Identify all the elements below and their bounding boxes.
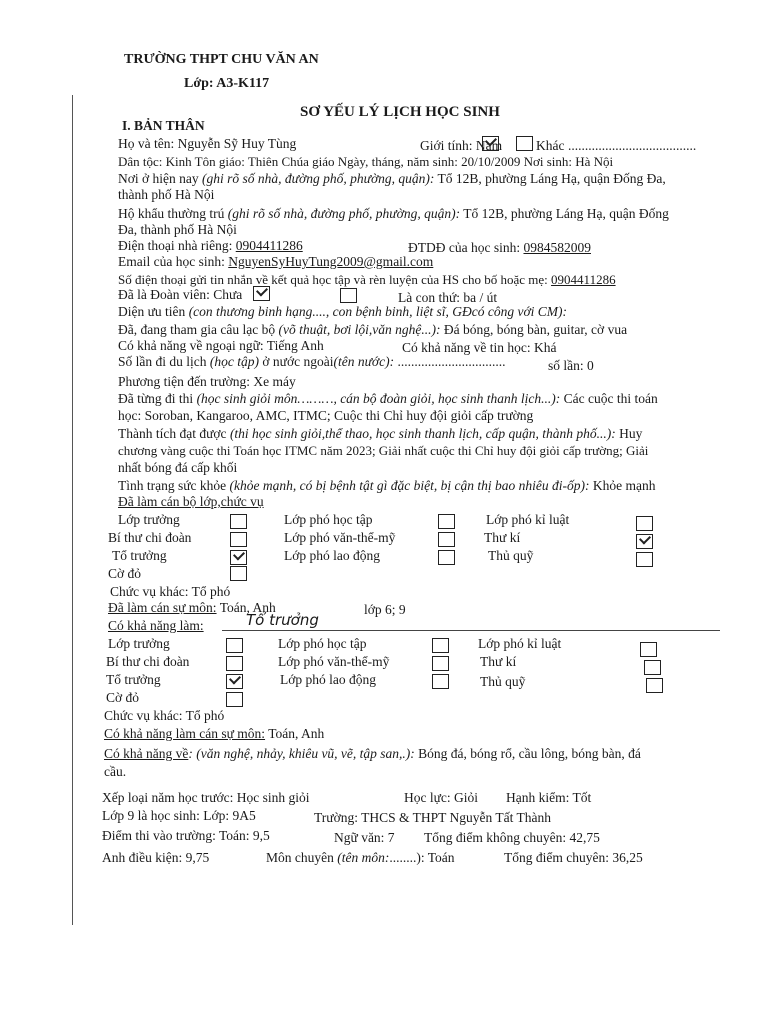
ra-c1-0: Lớp trưởng bbox=[108, 636, 170, 651]
ra-other-role: Chức vụ khác: Tổ phó bbox=[104, 708, 225, 723]
ra-c3-1: Thư kí bbox=[480, 654, 517, 669]
rd-other-role: Chức vụ khác: Tổ phó bbox=[110, 584, 231, 599]
contest-row bbox=[118, 391, 658, 407]
gender-label: Giới tính: Nam bbox=[420, 138, 503, 153]
ra-c1-1: Bí thư chi đoàn bbox=[106, 654, 190, 669]
roles-able-heading: Có khả năng làm: bbox=[108, 618, 204, 633]
ra-treasurer-checkbox[interactable] bbox=[646, 678, 663, 693]
rd-red-flag-checkbox[interactable] bbox=[230, 566, 247, 581]
section-heading: I. BẢN THÂN bbox=[122, 118, 205, 133]
household-hint: (ghi rõ số nhà, đường phố, phường, quận): bbox=[227, 206, 461, 221]
prev-year-rank: Xếp loại năm học trước: Học sinh giỏi bbox=[102, 790, 310, 805]
child-order: Là con thứ: ba / út bbox=[398, 290, 498, 305]
rd-c1-1: Bí thư chi đoàn bbox=[108, 530, 192, 545]
rd-subject-value: Toán, Anh bbox=[219, 600, 276, 615]
award-row bbox=[118, 426, 642, 442]
total-special: Tổng điểm chuyên: 36,25 bbox=[504, 850, 643, 865]
ra-red-flag-checkbox[interactable] bbox=[226, 692, 243, 707]
talent-value: Bóng đá, bóng rổ, cầu lông, bóng bàn, đá bbox=[418, 746, 641, 761]
club-value: Đá bóng, bóng bàn, guitar, cờ vua bbox=[443, 322, 628, 337]
rd-subject-label: Đã làm cán sự môn: bbox=[108, 600, 217, 615]
priority-row bbox=[118, 304, 567, 320]
entrance-math: Điểm thi vào trường: Toán: 9,5 bbox=[102, 828, 270, 843]
health-value: Khỏe mạnh bbox=[592, 478, 656, 493]
youth-union-no-checkbox[interactable] bbox=[253, 286, 270, 301]
award-label: Thành tích đạt được bbox=[118, 426, 227, 441]
rd-c3-1: Thư kí bbox=[484, 530, 521, 545]
academic-ability: Học lực: Giỏi bbox=[404, 790, 479, 805]
rd-c2-2: Lớp phó lao động bbox=[284, 548, 381, 563]
rd-treasurer-checkbox[interactable] bbox=[636, 552, 653, 567]
ra-underline bbox=[222, 630, 720, 631]
contest-value: Các cuộc thi toán bbox=[563, 391, 658, 406]
student-phone-row bbox=[408, 240, 591, 256]
home-phone-row bbox=[118, 238, 303, 254]
home-phone-value: 0904411286 bbox=[235, 238, 303, 253]
address-hint: (ghi rõ số nhà, đường phố, phường, quận): bbox=[202, 171, 435, 186]
rd-c2-0: Lớp phó học tập bbox=[284, 512, 373, 527]
address-value: Tổ 12B, phường Láng Hạ, quận Đống Đa, bbox=[437, 171, 666, 186]
roles-done-heading: Đã làm cán bộ lớp,chức vụ bbox=[118, 494, 264, 509]
household-row bbox=[118, 206, 669, 222]
ra-vice-discipline-checkbox[interactable] bbox=[640, 642, 657, 657]
contest-value-2: học: Soroban, Kangaroo, AMC, ITMC; Cuộc thi Chỉ huy đội giỏi cấp trường bbox=[118, 408, 534, 423]
entrance-literature: Ngữ văn: 7 bbox=[334, 830, 395, 845]
health-row bbox=[118, 478, 655, 494]
special-dots: ........ bbox=[389, 850, 417, 865]
ra-c2-0: Lớp phó học tập bbox=[278, 636, 367, 651]
address-value-2: thành phố Hà Nội bbox=[118, 187, 215, 202]
ra-class-monitor-checkbox[interactable] bbox=[226, 638, 243, 653]
travel-hint-1: (học tập) bbox=[209, 354, 259, 369]
grade9-class: Lớp 9 là học sinh: Lớp: 9A5 bbox=[102, 808, 256, 823]
ra-c3-0: Lớp phó kỉ luật bbox=[478, 636, 562, 651]
talent-row bbox=[104, 746, 641, 762]
total-nonspecial: Tổng điểm không chuyên: 42,75 bbox=[424, 830, 600, 845]
student-phone-value: 0984582009 bbox=[523, 240, 591, 255]
rd-c3-2: Thủ quỹ bbox=[488, 548, 534, 563]
email-value: NguyenSyHuyTung2009@gmail.com bbox=[228, 254, 434, 269]
ra-c1-2: Tổ trưởng bbox=[106, 672, 161, 687]
award-hint: (thi học sinh giỏi,thể thao, học sinh thanh lịch, cấp quận, thành phố...): bbox=[229, 426, 616, 441]
ethnic-religion-birth: Dân tộc: Kinh Tôn giáo: Thiên Chúa giáo Ngày, tháng, năm sinh: 20/10/2009 Nơi sinh: Hà Nội bbox=[118, 154, 614, 169]
ra-subject-row bbox=[104, 726, 324, 742]
club-row bbox=[118, 322, 627, 338]
award-value-3: nhất bóng đá cấp khối bbox=[118, 460, 238, 475]
ra-handwritten-note: Tổ trưởng bbox=[246, 611, 319, 629]
ra-c2-1: Lớp phó văn-thể-mỹ bbox=[278, 654, 390, 669]
grade9-school: Trường: THCS & THPT Nguyễn Tất Thành bbox=[314, 810, 551, 825]
travel-label: Số lần đi du lịch bbox=[118, 354, 207, 369]
gender-other-label: Khác bbox=[536, 138, 565, 153]
rd-c1-0: Lớp trưởng bbox=[118, 512, 180, 527]
page-title: SƠ YẾU LÝ LỊCH HỌC SINH bbox=[300, 104, 500, 120]
gender-other-checkbox[interactable] bbox=[516, 136, 533, 151]
travel-hint-2: (tên nước): bbox=[333, 354, 395, 369]
contest-label: Đã từng đi thi bbox=[118, 391, 194, 406]
it-skill: Có khả năng về tin học: Khá bbox=[402, 340, 557, 355]
student-phone-label: ĐTDĐ của học sinh: bbox=[408, 240, 521, 255]
talent-label: Có khả năng về bbox=[104, 746, 189, 761]
club-label: Đã, đang tham gia câu lạc bộ bbox=[118, 322, 276, 337]
rd-vice-labor-checkbox[interactable] bbox=[438, 550, 455, 565]
address-label: Nơi ở hiện nay bbox=[118, 171, 199, 186]
special-subject-row bbox=[266, 850, 455, 866]
rd-c2-1: Lớp phó văn-thể-mỹ bbox=[284, 530, 396, 545]
ra-subject-value: Toán, Anh bbox=[268, 726, 325, 741]
ra-secretary-checkbox[interactable] bbox=[644, 660, 661, 675]
rd-secretary-checkbox[interactable] bbox=[636, 534, 653, 549]
english-score: Anh điều kiện: 9,75 bbox=[102, 850, 210, 865]
gender-male-checkbox[interactable] bbox=[482, 136, 499, 151]
ra-vice-labor-checkbox[interactable] bbox=[432, 674, 449, 689]
youth-union-yes-checkbox[interactable] bbox=[340, 288, 357, 303]
rd-c3-0: Lớp phó kỉ luật bbox=[486, 512, 570, 527]
travel-count: số lần: 0 bbox=[548, 358, 594, 373]
ra-vice-study-checkbox[interactable] bbox=[432, 638, 449, 653]
contest-hint: (học sinh giỏi môn………, cán bộ đoàn giỏi, học sinh thanh lịch...): bbox=[196, 391, 561, 406]
scan-margin-line bbox=[72, 95, 73, 925]
priority-hint: (con thương binh hạng...., con bệnh binh, liệt sĩ, GĐcó công với CM): bbox=[188, 304, 568, 319]
student-name: Họ và tên: Nguyễn Sỹ Huy Tùng bbox=[118, 136, 297, 151]
ra-youth-secretary-checkbox[interactable] bbox=[226, 656, 243, 671]
school-name: TRƯỜNG THPT CHU VĂN AN bbox=[124, 52, 319, 67]
rd-subject-grade: lớp 6; 9 bbox=[364, 602, 406, 617]
club-hint: (võ thuật, bơi lội,văn nghệ...): bbox=[278, 322, 441, 337]
address-row bbox=[118, 171, 666, 187]
ra-c3-2: Thủ quỹ bbox=[480, 674, 526, 689]
email-row bbox=[118, 254, 433, 270]
rd-vice-arts-checkbox[interactable] bbox=[438, 532, 455, 547]
award-value: Huy bbox=[619, 426, 643, 441]
ra-c2-2: Lớp phó lao động bbox=[280, 672, 377, 687]
health-label: Tình trạng sức khỏe bbox=[118, 478, 227, 493]
travel-row bbox=[118, 354, 506, 370]
gender-other-dots: ...................................... bbox=[568, 138, 697, 153]
rd-youth-secretary-checkbox[interactable] bbox=[230, 532, 247, 547]
talent-value-2: cầu. bbox=[104, 764, 127, 779]
email-label: Email của học sinh: bbox=[118, 254, 225, 269]
rd-vice-discipline-checkbox[interactable] bbox=[636, 516, 653, 531]
ra-subject-label: Có khả năng làm cán sự môn: bbox=[104, 726, 266, 741]
household-value: Tổ 12B, phường Láng Hạ, quận Đống bbox=[463, 206, 669, 221]
ra-team-leader-checkbox[interactable] bbox=[226, 674, 243, 689]
travel-mid: ở nước ngoài bbox=[262, 354, 334, 369]
rd-vice-study-checkbox[interactable] bbox=[438, 514, 455, 529]
priority-label: Diện ưu tiên bbox=[118, 304, 186, 319]
class-label: Lớp: A3-K117 bbox=[184, 76, 270, 91]
youth-union-label: Đã là Đoàn viên: Chưa bbox=[118, 287, 243, 302]
travel-dots: ................................ bbox=[397, 354, 506, 369]
special-label: Môn chuyên bbox=[266, 850, 334, 865]
transport: Phương tiện đến trường: Xe máy bbox=[118, 374, 296, 389]
sms-label: Số điện thoại gửi tin nhắn về kết quả học tập và rèn luyện của HS cho bố hoặc mẹ: bbox=[118, 272, 548, 287]
health-hint: (khỏe mạnh, có bị bệnh tật gì đặc biệt, bị cận thị bao nhiêu đi-ốp): bbox=[229, 478, 590, 493]
rd-class-monitor-checkbox[interactable] bbox=[230, 514, 247, 529]
sms-phone: 0904411286 bbox=[551, 272, 616, 287]
sms-row bbox=[118, 272, 616, 288]
special-value: ): Toán bbox=[416, 850, 455, 865]
household-value-2: Đa, thành phố Hà Nội bbox=[118, 222, 237, 237]
award-value-2: chương vàng cuộc thi Toán học ITMC năm 2023; Giải nhất cuộc thi Chỉ huy đội giỏi cấp trường; Giải bbox=[118, 443, 649, 458]
rd-c1-2: Tổ trưởng bbox=[112, 548, 167, 563]
ra-vice-arts-checkbox[interactable] bbox=[432, 656, 449, 671]
household-label: Hộ khẩu thường trú bbox=[118, 206, 225, 221]
conduct: Hạnh kiểm: Tốt bbox=[506, 790, 592, 805]
ra-c1-3: Cờ đỏ bbox=[106, 690, 140, 705]
home-phone-label: Điện thoại nhà riêng: bbox=[118, 238, 233, 253]
rd-c1-3: Cờ đỏ bbox=[108, 566, 142, 581]
rd-team-leader-checkbox[interactable] bbox=[230, 550, 247, 565]
talent-hint: : (văn nghệ, nhảy, khiêu vũ, vẽ, tập san,.): bbox=[188, 746, 415, 761]
special-hint: (tên môn: bbox=[337, 850, 390, 865]
language-skill: Có khả năng về ngoại ngữ: Tiếng Anh bbox=[118, 338, 324, 353]
